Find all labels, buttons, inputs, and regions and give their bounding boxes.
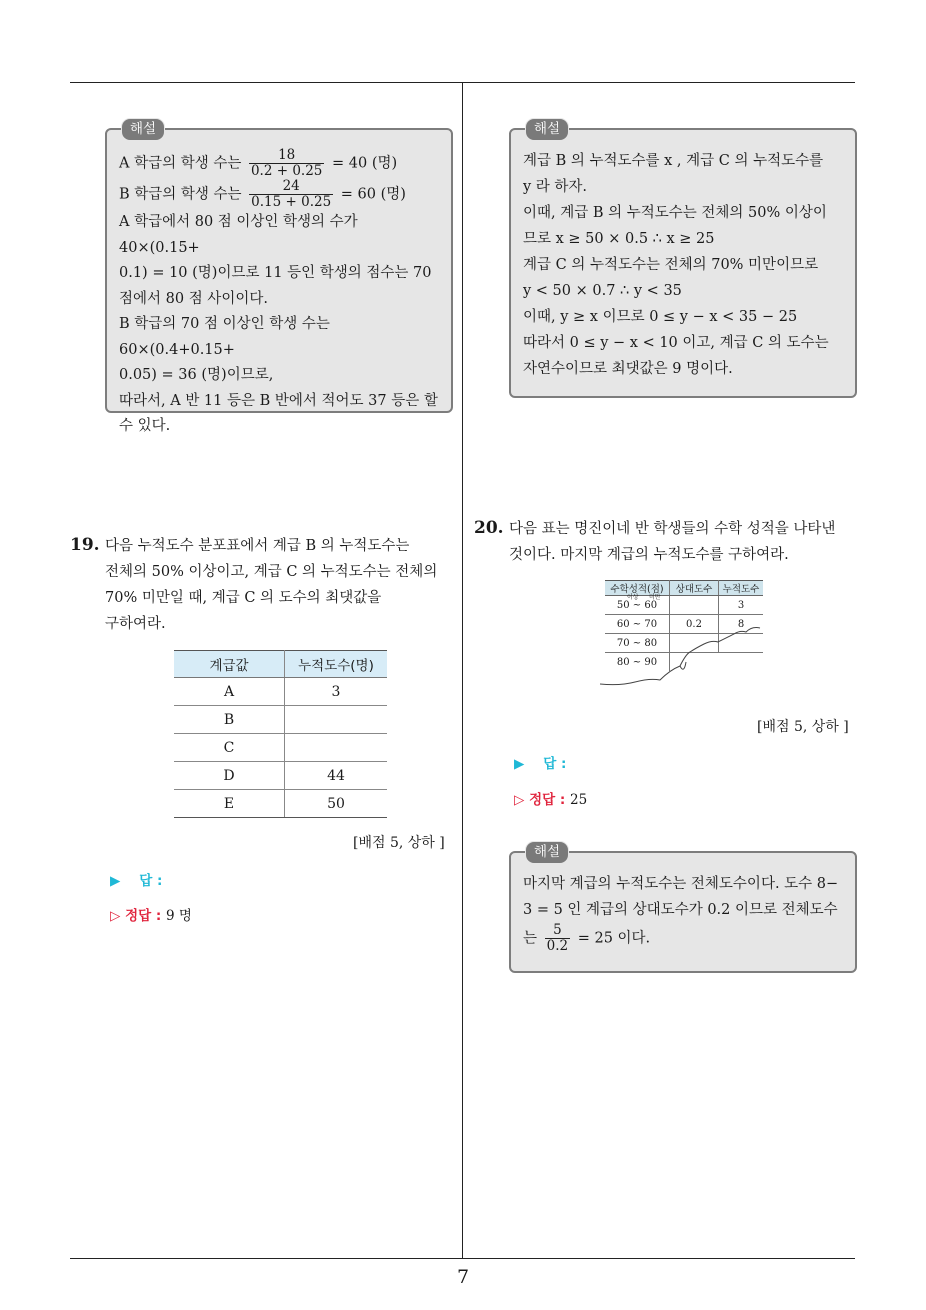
question-number-20: 20. (474, 518, 504, 538)
solution-line: 는 $\frac{5}{0.2}$ = 25 이다. (523, 922, 651, 954)
solution-line: 므로 x ≥ 50 × 0.5 ∴ x ≥ 25 (523, 231, 715, 247)
score-meta-20: [배점 5, 상하 ] (757, 719, 849, 735)
solution-line: A 학급의 학생 수는 $\frac{18}{0.2 + 0.25}$ = 40 (명) (119, 147, 398, 179)
solution-box-20 (509, 844, 857, 973)
fraction: $\frac{5}{0.2}$ (546, 922, 569, 954)
solution-line: A 학급에서 80 점 이상인 학생의 수가 40×(0.15+ (119, 214, 358, 256)
solution-line: 자연수이므로 최댓값은 9 명이다. (523, 361, 733, 377)
solution-line: 3 = 5 인 계급의 상대도수가 0.2 이므로 전체도수 (523, 902, 838, 918)
torn-edge-line (600, 614, 770, 694)
solution-line: y 라 하자. (523, 179, 588, 195)
question-19-text: 다음 누적도수 분포표에서 계급 B 의 누적도수는 전체의 50% 이상이고, 계급 C 의 누적도수는 전체의 70% 미만일 때, 계급 C 의 도수의 최댓값을 구하여라. (105, 538, 438, 632)
question-20-text: 다음 표는 명진이네 반 학생들의 수학 성적을 나타낸 것이다. 마지막 계급의 누적도수를 구하여라. (509, 521, 836, 563)
solution-line: 0.1) = 10 (명)이므로 11 등인 학생의 점수는 70 (119, 265, 432, 281)
solution-line: B 학급의 학생 수는 $\frac{24}{0.15 + 0.25}$ = 60 (명) (119, 178, 406, 210)
score-meta-19: [배점 5, 상하 ] (353, 835, 445, 851)
table-row: 70 ~ 80 (605, 634, 763, 653)
cumulative-frequency-table (174, 650, 387, 818)
table-row: B (174, 706, 387, 734)
table-row: C (174, 734, 387, 762)
outline-arrow-icon: ▷ (514, 792, 525, 808)
answer-line-19: ▶ 답 : (110, 873, 163, 889)
solution-line: 점에서 80 점 사이이다. (119, 290, 268, 307)
solution-line: 마지막 계급의 누적도수는 전체도수이다. 도수 8− (523, 876, 839, 892)
solution-tag: 해설 (525, 841, 569, 864)
page-number: 7 (456, 1266, 470, 1288)
table-header: 누적도수(명) (285, 651, 388, 678)
answer-line-20: ▶ 답 : (514, 756, 567, 772)
math-score-table: 수학성적(점) 상대도수 누적도수 이상 미만 50 ~ 60 3 60 ~ 70 0.2 8 70 ~ 80 80 ~ 90 (605, 580, 763, 671)
table-row: A 3 (174, 678, 387, 706)
solution-tag: 해설 (121, 118, 165, 141)
table-row: 이상 미만 50 ~ 60 3 (605, 596, 763, 615)
solution-tag: 해설 (525, 118, 569, 141)
table-row: E 50 (174, 790, 387, 818)
solution-box-19 (509, 121, 857, 398)
play-arrow-icon: ▶ (514, 756, 525, 772)
fraction: $\frac{24}{0.15 + 0.25}$ (251, 178, 332, 210)
play-arrow-icon: ▶ (110, 873, 121, 889)
table-row: 60 ~ 70 0.2 8 (605, 615, 763, 634)
fraction: $\frac{18}{0.2 + 0.25}$ (250, 147, 323, 179)
solution-line: B 학급의 70 점 이상인 학생 수는 60×(0.4+0.15+ (119, 316, 330, 358)
solution-line: 0.05) = 36 (명)이므로, (119, 367, 274, 383)
solution-line: 따라서 0 ≤ y − x < 10 이고, 계급 C 의 도수는 (523, 335, 829, 351)
correct-answer-19: ▷ 정답 : 9 명 (110, 908, 192, 924)
solution-line: y < 50 × 0.7 ∴ y < 35 (523, 283, 682, 299)
question-number-19: 19. (70, 535, 100, 555)
solution-line: 계급 C 의 누적도수는 전체의 70% 미만이므로 (523, 257, 819, 273)
solution-line: 이때, 계급 B 의 누적도수는 전체의 50% 이상이 (523, 205, 827, 221)
table-header: 계급값 (174, 651, 285, 678)
column-divider (462, 82, 463, 1258)
solution-line: 계급 B 의 누적도수를 x , 계급 C 의 누적도수를 (523, 153, 824, 169)
solution-line: 따라서, A 반 11 등은 B 반에서 적어도 37 등은 할 (119, 392, 438, 409)
solution-line: 수 있다. (119, 418, 171, 434)
solution-line: 이때, y ≥ x 이므로 0 ≤ y − x < 35 − 25 (523, 309, 798, 325)
correct-answer-20: ▷ 정답 : 25 (514, 792, 588, 808)
table-row: D 44 (174, 762, 387, 790)
bottom-rule (70, 1258, 855, 1259)
table-row: 80 ~ 90 (605, 653, 763, 672)
outline-arrow-icon: ▷ (110, 908, 121, 924)
solution-box-18 (105, 121, 453, 434)
